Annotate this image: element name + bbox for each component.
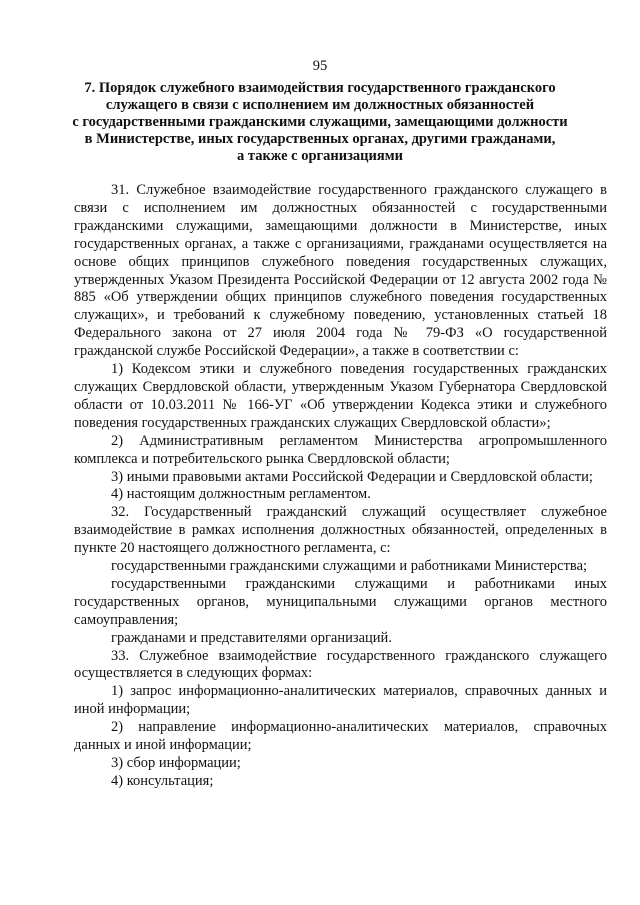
list-item: 1) запрос информационно-аналитических материалов, справочных данных и иной информации; [74, 683, 607, 718]
section-heading [70, 80, 570, 165]
list-item: 4) настоящим должностным регламентом. [111, 486, 371, 503]
section-heading-line: 7. Порядок служебного взаимодействия государственного гражданского [84, 80, 556, 96]
list-item: 2) направление информационно-аналитических материалов, справочных данных и иной информации; [74, 719, 607, 754]
section-heading-line: в Министерстве, иных государственных органах, другими гражданами, [84, 131, 556, 147]
paragraph-31: 31. Служебное взаимодействие государственного гражданского служащего в связи с исполнением им должностных обязанностей с государственными гражданскими служащими, замещающими должности в Министерстве, иных государственных органах, а также с организациями, гражданами осуществляется на основе общих принципов служебного поведения государственных служащих, утвержденных Указом Президента Российской Федерации от 12 августа 2002 года № 885 «Об утверждении общих принципов служебного поведения государственных служащих», и требований к служебному поведению, установленных статьей 18 Федерального закона от 27 июля 2004 года № 79-ФЗ «О государственной гражданской службе Российской Федерации», а также в соответствии с: [74, 182, 607, 360]
document-body [74, 182, 607, 791]
list-item: 3) иными правовыми актами Российской Федерации и Свердловской области; [111, 468, 593, 485]
list-item: государственными гражданскими служащими и работниками иных государственных органов, муниципальными служащими органов местного самоуправления; [74, 575, 607, 628]
paragraph-32: 32. Государственный гражданский служащий осуществляет служебное взаимодействие в рамках исполнения должностных обязанностей, определенных в пункте 20 настоящего должностного регламента, с: [74, 504, 607, 557]
section-heading-line: служащего в связи с исполнением им должностных обязанностей [105, 97, 535, 113]
list-item: 4) консультация; [111, 772, 214, 789]
list-item: 1) Кодексом этики и служебного поведения государственных гражданских служащих Свердловской области, утвержденным Указом Губернатора Свердловской области от 10.03.2011 № 166-УГ «Об утверждении Кодекса этики и служебного поведения государственных гражданских служащих Свердловской области»; [74, 361, 607, 431]
section-heading-line: с государственными гражданскими служащими, замещающими должности [72, 114, 568, 130]
section-heading-line: а также с организациями [237, 148, 403, 164]
list-item: государственными гражданскими служащими и работниками Министерства; [111, 558, 588, 575]
list-item: гражданами и представителями организаций. [111, 629, 392, 646]
list-item: 2) Административным регламентом Министерства агропромышленного комплекса и потребительского рынка Свердловской области; [74, 432, 607, 467]
page-number: 95 [312, 58, 328, 74]
paragraph-33: 33. Служебное взаимодействие государственного гражданского служащего осуществляется в следующих формах: [74, 647, 607, 682]
list-item: 3) сбор информации; [111, 755, 241, 771]
